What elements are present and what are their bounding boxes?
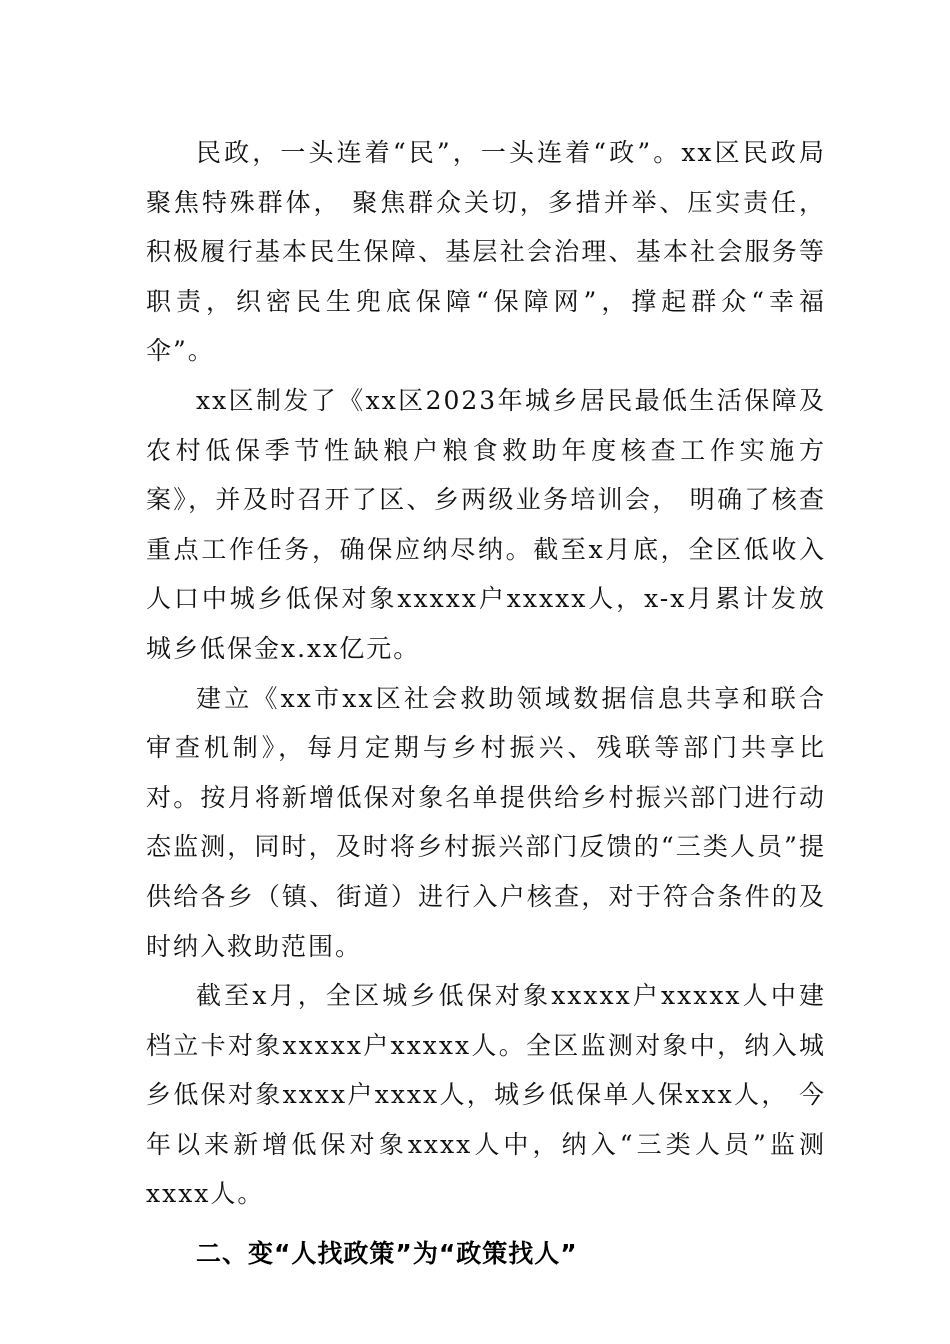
paragraph-civil-affairs-intro: 民政，一头连着“民”，一头连着“政”。xx区民政局聚焦特殊群体， 聚焦群众关切，多措并举、压实责任，积极履行基本民生保障、基层社会治理、基本社会服务等职责，织密民生兜底保障“保障网”，撑起群众“幸福伞”。	[146, 138, 826, 366]
paragraph-verification-plan: xx区制发了《xx区2023年城乡居民最低生活保障及农村低保季节性缺粮户粮食救助年度核查工作实施方案》，并及时召开了区、乡两级业务培训会， 明确了核查重点工作任务，确保应纳尽纳。截至x月底，全区低收入人口中城乡低保对象xxxxx户xxxxx人，x-x月累计发放城乡低保金x.xx亿元。	[146, 385, 826, 663]
paragraph-data-sharing-mechanism: 建立《xx市xx区社会救助领域数据信息共享和联合审查机制》，每月定期与乡村振兴、残联等部门共享比对。按月将新增低保对象名单提供给乡村振兴部门进行动态监测，同时，及时将乡村振兴部门反馈的“三类人员”提供给各乡（镇、街道）进行入户核查，对于符合条件的及时纳入救助范围。	[146, 683, 826, 961]
section-heading: 二、变“人找政策”为“政策找人”	[196, 1239, 578, 1269]
document-body	[146, 128, 826, 1279]
paragraph-coverage-statistics: 截至x月，全区城乡低保对象xxxxx户xxxxx人中建档立卡对象xxxxx户xxxxx人。全区监测对象中，纳入城乡低保对象xxxx户xxxx人，城乡低保单人保xxx人， 今年以来新增低保对象xxxx人中，纳入“三类人员”监测xxxx人。	[146, 981, 826, 1209]
